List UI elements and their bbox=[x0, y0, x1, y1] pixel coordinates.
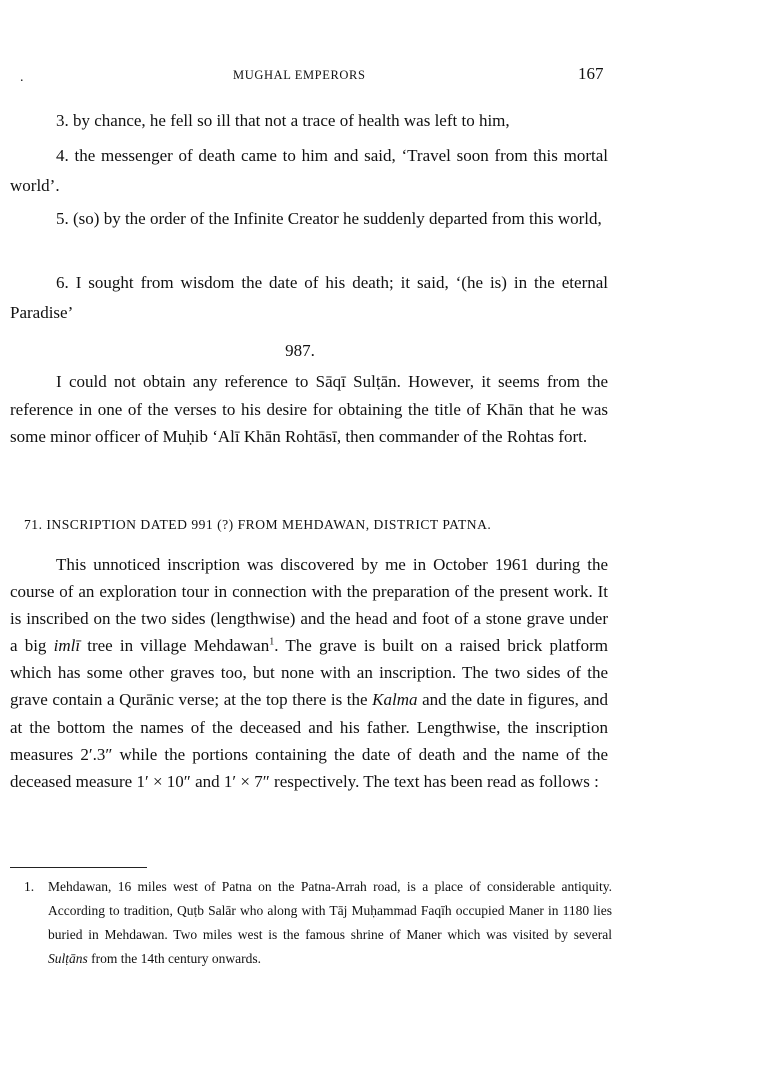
inscription-text-4: and the date in figures, and at the bottom the names of the deceased and his father. Lengthwise, the inscription measures 2′.3″ while the portions containing the date of death and the name of the deceased measure 1′ × 10″ and 1′ × 7″ respectively. The text has been read as follows : bbox=[10, 690, 608, 791]
paragraph-saqi-sultan: I could not obtain any reference to Sāqī Sulṭān. However, it seems from the reference in one of the verses to his desire for obtaining the title of Khān that he was some minor officer of Muḥib ‘Alī Khān Rohtāsī, then commander of the Rohtas fort. bbox=[10, 372, 608, 446]
footnote-italic-sultans: Sulṭāns bbox=[48, 951, 88, 966]
inscription-italic-kalma: Kalma bbox=[372, 690, 418, 710]
verse-5: 5. (so) by the order of the Infinite Creator he suddenly departed from this world, bbox=[56, 209, 602, 228]
inscription-text-2: tree in village Mehdawan bbox=[80, 636, 270, 656]
hijri-year: 987. bbox=[285, 341, 315, 360]
verse-3: 3. by chance, he fell so ill that not a trace of health was left to him, bbox=[56, 111, 510, 130]
inscription-italic-imli: imlī bbox=[53, 636, 81, 656]
paragraph-inscription bbox=[10, 551, 608, 795]
footnote-text-2: from the 14th century onwards. bbox=[87, 951, 261, 966]
header-title: MUGHAL EMPERORS bbox=[233, 68, 366, 82]
footnote-text bbox=[24, 875, 612, 971]
header-dot: . bbox=[20, 70, 24, 85]
footnote-divider bbox=[10, 867, 147, 868]
inscription-text-3: . The grave is built on a raised brick platform which has some other graves too, but none with an inscription. The two sides of the grave contain a Qurānic verse; at the top there is the bbox=[10, 636, 608, 710]
footnote-number: 1. bbox=[24, 879, 35, 894]
verse-4: 4. the messenger of death came to him and said, ‘Travel soon from this mortal world’. bbox=[10, 146, 608, 195]
running-header bbox=[0, 64, 777, 88]
footnote bbox=[24, 875, 612, 971]
inscription-text-1: This unnoticed inscription was discovered by me in October 1961 during the course of an exploration tour in connection with the preparation of the present work. It is inscribed on the two sides (lengthwise) and the head and foot of a stone grave under a big bbox=[10, 555, 608, 656]
verse-6: 6. I sought from wisdom the date of his death; it said, ‘(he is) in the eternal Paradise’ bbox=[10, 273, 608, 322]
footnote-text-1: Mehdawan, 16 miles west of Patna on the Patna-Arrah road, is a place of considerable antiquity. According to tradition, Quṭb Salār who along with Tāj Muḥammad Faqīh occupied Maner in 1180 lies buried in Mehdawan. Two miles west is the famous shrine of Maner which was visited by several bbox=[48, 879, 612, 942]
page-number: 167 bbox=[578, 64, 604, 83]
footnote-reference: 1 bbox=[269, 636, 275, 648]
section-heading: 71. INSCRIPTION DATED 991 (?) FROM MEHDAWAN, DISTRICT PATNA. bbox=[24, 517, 492, 532]
